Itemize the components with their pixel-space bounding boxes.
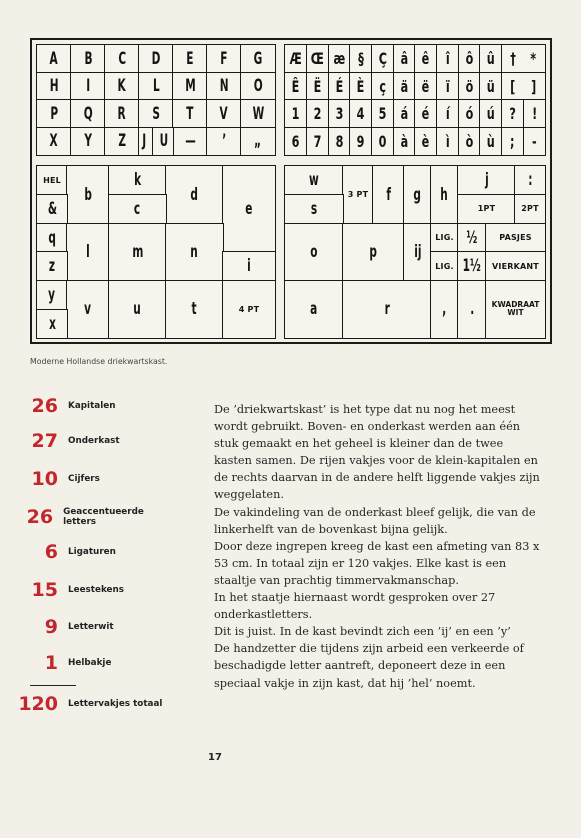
case-cell: F bbox=[206, 44, 242, 73]
stat-total-row bbox=[0, 693, 170, 715]
stat-number: 9 bbox=[44, 616, 58, 638]
case-cell: c bbox=[108, 194, 167, 224]
case-cell: Q bbox=[70, 99, 106, 128]
case-cell: T bbox=[172, 99, 208, 128]
case-cell: h bbox=[430, 165, 459, 224]
case-cell: S bbox=[138, 99, 174, 128]
spacing-4pt-compartment: 4 PT bbox=[222, 280, 276, 339]
stat-number: 26 bbox=[26, 506, 54, 528]
stat-label: Ligaturen bbox=[68, 547, 116, 557]
page-number: 17 bbox=[208, 752, 222, 763]
case-cell: 5 bbox=[371, 99, 394, 128]
pasjes-compartment: PASJES bbox=[485, 223, 546, 253]
case-cell: 8 bbox=[328, 127, 351, 156]
case-cell: é bbox=[414, 99, 437, 128]
case-cell: ü bbox=[479, 72, 502, 101]
case-cell: r bbox=[342, 280, 432, 339]
case-cell: e bbox=[222, 165, 276, 252]
paragraph: De handzetter die tijdens zijn arbeid een verkeerde of beschadigde letter aantreft, deponeert deze in een speciaal vakje in zijn kast, dat hij ’hel’ noemt. bbox=[214, 642, 524, 690]
stat-label: Onderkast bbox=[68, 436, 120, 446]
case-cell: C bbox=[104, 44, 140, 73]
spacing-3pt-compartment: 3 PT bbox=[342, 165, 374, 224]
stat-label: Geaccentueerde letters bbox=[63, 507, 144, 527]
case-cell: ? bbox=[501, 99, 524, 128]
case-cell: o bbox=[284, 223, 344, 282]
case-cell: ù bbox=[479, 127, 502, 156]
case-cell: à bbox=[393, 127, 416, 156]
spacing-2pt-compartment: 2PT bbox=[514, 194, 546, 224]
case-cell: v bbox=[66, 280, 110, 339]
case-cell: 4 bbox=[349, 99, 372, 128]
stat-row bbox=[0, 430, 170, 452]
case-cell: z bbox=[36, 251, 68, 281]
case-cell: ij bbox=[403, 223, 432, 282]
case-cell: m bbox=[108, 223, 167, 282]
case-cell: q bbox=[36, 223, 68, 253]
hel-compartment: HEL bbox=[36, 165, 68, 195]
case-cell: w bbox=[284, 165, 344, 195]
stat-label: Helbakje bbox=[68, 658, 112, 668]
case-cell: û bbox=[479, 44, 502, 73]
stat-number: 27 bbox=[31, 430, 58, 452]
case-cell: E bbox=[172, 44, 208, 73]
case-cell: 1½ bbox=[457, 251, 487, 281]
case-cell: A bbox=[36, 44, 72, 73]
case-cell: 9 bbox=[349, 127, 372, 156]
upper-left-capitals-grid bbox=[37, 45, 275, 155]
case-cell: â bbox=[393, 44, 416, 73]
case-cell: † bbox=[501, 44, 524, 73]
case-cell: g bbox=[403, 165, 432, 224]
case-cell: 0 bbox=[371, 127, 394, 156]
case-cell: î bbox=[436, 44, 459, 73]
lower-right-lowercase-grid bbox=[285, 166, 545, 338]
case-cell: i bbox=[222, 251, 276, 281]
case-cell: È bbox=[349, 72, 372, 101]
stat-row bbox=[0, 506, 170, 528]
case-cell: ë bbox=[414, 72, 437, 101]
figure-caption: Moderne Hollandse driekwartskast. bbox=[30, 357, 168, 366]
lower-left-lowercase-grid bbox=[37, 166, 275, 338]
case-cell: ! bbox=[523, 99, 546, 128]
case-cell: : bbox=[514, 165, 546, 195]
case-cell: ì bbox=[436, 127, 459, 156]
kwadraat-wit-compartment: KWADRAAT WIT bbox=[485, 280, 546, 339]
case-cell: t bbox=[165, 280, 224, 339]
total-rule bbox=[30, 685, 76, 686]
case-cell: ê bbox=[414, 44, 437, 73]
case-cell: P bbox=[36, 99, 72, 128]
case-cell: B bbox=[70, 44, 106, 73]
case-cell: p bbox=[342, 223, 405, 282]
case-cell: & bbox=[36, 194, 68, 224]
vierkant-compartment: VIERKANT bbox=[485, 251, 546, 281]
case-cell: , bbox=[430, 280, 459, 339]
ligature-compartment: LIG. bbox=[430, 223, 459, 253]
case-cell: — bbox=[172, 127, 208, 156]
case-cell: Ê bbox=[284, 72, 307, 101]
case-cell: k bbox=[108, 165, 167, 195]
paragraph: De ’driekwartskast’ is het type dat nu nog het meest wordt gebruikt. Boven- en onderkast werden aan één stuk gemaakt en het geheel is kleiner dan de twee kasten samen. De rijen vakjes voor de klein-kapitalen en de rechts daarvan in de andere helft liggende vakjes zijn weggelaten. bbox=[214, 403, 540, 502]
case-cell: W bbox=[240, 99, 276, 128]
case-cell: f bbox=[372, 165, 405, 224]
case-cell: ú bbox=[479, 99, 502, 128]
case-cell: N bbox=[206, 72, 242, 101]
case-cell: ö bbox=[458, 72, 481, 101]
case-cell: D bbox=[138, 44, 174, 73]
paragraph: De vakindeling van de onderkast bleef gelijk, die van de linkerhelft van de bovenkast bijna gelijk. bbox=[214, 505, 536, 536]
ligature-compartment: LIG. bbox=[430, 251, 459, 281]
stat-number: 1 bbox=[44, 652, 58, 674]
case-cell: j bbox=[457, 165, 516, 195]
case-cell: Y bbox=[70, 127, 106, 156]
stat-row bbox=[0, 541, 170, 563]
case-cell: ’ bbox=[206, 127, 242, 156]
case-cell: 7 bbox=[306, 127, 329, 156]
stat-row bbox=[0, 616, 170, 638]
case-cell: G bbox=[240, 44, 276, 73]
case-cell: í bbox=[436, 99, 459, 128]
case-cell: V bbox=[206, 99, 242, 128]
case-cell: - bbox=[523, 127, 546, 156]
case-cell: X bbox=[36, 127, 72, 156]
case-cell: s bbox=[284, 194, 344, 224]
case-cell: . bbox=[457, 280, 487, 339]
stat-number: 15 bbox=[31, 579, 58, 601]
body-text bbox=[214, 401, 544, 692]
stat-row bbox=[0, 468, 170, 490]
case-cell: Ç bbox=[371, 44, 394, 73]
total-number: 120 bbox=[18, 693, 58, 715]
stat-number: 6 bbox=[44, 541, 58, 563]
paragraph: Door deze ingrepen kreeg de kast een afmeting van 83 x 53 cm. In totaal zijn er 120 vakjes. Elke kast is een staaltje van prachtig timmervakmanschap. bbox=[214, 539, 540, 587]
case-cell: 1 bbox=[284, 99, 307, 128]
stat-row bbox=[0, 579, 170, 601]
case-cell: J U bbox=[138, 127, 174, 156]
case-cell: ½ bbox=[457, 223, 487, 253]
case-cell: K bbox=[104, 72, 140, 101]
case-cell: H bbox=[36, 72, 72, 101]
case-cell: è bbox=[414, 127, 437, 156]
stat-row bbox=[0, 652, 170, 674]
case-cell: ò bbox=[458, 127, 481, 156]
paragraph: Dit is juist. In de kast bevindt zich een ’ij’ en een ’y’ bbox=[214, 625, 511, 639]
stat-number: 10 bbox=[31, 468, 58, 490]
case-cell: æ bbox=[328, 44, 351, 73]
stat-label: Leestekens bbox=[68, 585, 125, 595]
stat-label: Cijfers bbox=[68, 474, 100, 484]
case-cell: x bbox=[36, 309, 68, 339]
total-label: Lettervakjes totaal bbox=[68, 699, 163, 709]
case-cell: n bbox=[165, 223, 224, 282]
stat-label: Kapitalen bbox=[68, 401, 116, 411]
case-cell: ; bbox=[501, 127, 524, 156]
case-cell: 3 bbox=[328, 99, 351, 128]
case-cell: I bbox=[70, 72, 106, 101]
case-cell: l bbox=[66, 223, 110, 282]
case-cell: § bbox=[349, 44, 372, 73]
case-cell: Æ bbox=[284, 44, 307, 73]
case-cell: Œ bbox=[306, 44, 329, 73]
case-cell: 6 bbox=[284, 127, 307, 156]
case-cell: O bbox=[240, 72, 276, 101]
case-cell: É bbox=[328, 72, 351, 101]
case-cell: 2 bbox=[306, 99, 329, 128]
case-cell: ï bbox=[436, 72, 459, 101]
case-cell: ä bbox=[393, 72, 416, 101]
case-cell: ] bbox=[523, 72, 546, 101]
case-cell: „ bbox=[240, 127, 276, 156]
case-cell: Z bbox=[104, 127, 140, 156]
case-cell: L bbox=[138, 72, 174, 101]
case-cell: a bbox=[284, 280, 344, 339]
stat-row bbox=[0, 395, 170, 417]
case-cell: Ë bbox=[306, 72, 329, 101]
spacing-1pt-compartment: 1PT bbox=[457, 194, 516, 224]
case-cell: b bbox=[66, 165, 110, 224]
case-cell: * bbox=[523, 44, 546, 73]
stat-label: Letterwit bbox=[68, 622, 114, 632]
case-cell: á bbox=[393, 99, 416, 128]
case-cell: ó bbox=[458, 99, 481, 128]
case-cell: R bbox=[104, 99, 140, 128]
upper-right-accents-grid bbox=[285, 45, 545, 155]
case-cell: u bbox=[108, 280, 167, 339]
case-cell: d bbox=[165, 165, 224, 224]
case-cell: ç bbox=[371, 72, 394, 101]
paragraph: In het staatje hiernaast wordt gesproken over 27 onderkastletters. bbox=[214, 591, 496, 622]
case-cell: ô bbox=[458, 44, 481, 73]
stat-number: 26 bbox=[31, 395, 58, 417]
case-cell: M bbox=[172, 72, 208, 101]
case-cell: [ bbox=[501, 72, 524, 101]
case-cell: y bbox=[36, 280, 68, 310]
